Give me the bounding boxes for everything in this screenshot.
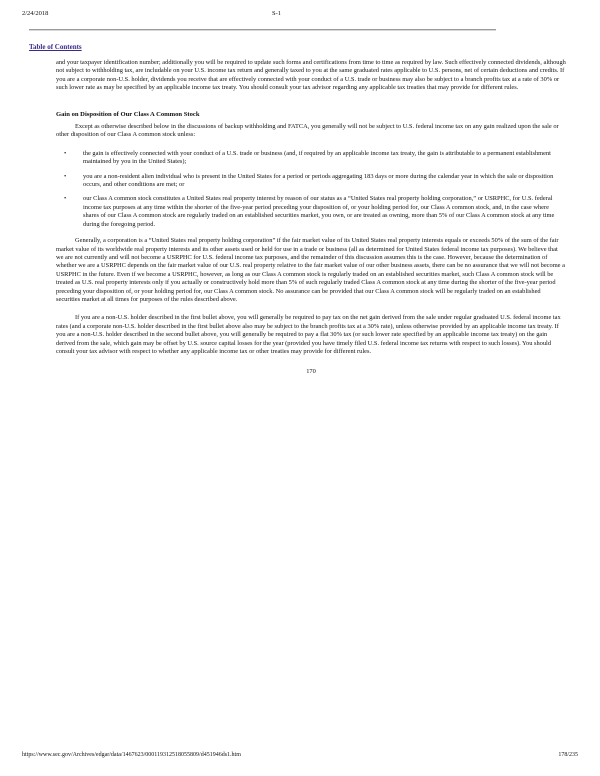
document-title: S-1	[272, 10, 282, 17]
paragraph-tax-on-gain: If you are a non-U.S. holder described in the first bullet above, you will generally be required to pay tax on the net gain derived from the sale under regular graduated U.S. federal income tax rates (and a corporate non-U.S. holder described in the first bullet above also may be subject to the branch profits tax at a 30% rate), unless otherwise provided by an applicable income tax treaty. If you are a non-U.S. holder described in the second bullet above, you will generally be required to pay a flat 30% tax (or such lower rate specified by an applicable income tax treaty) on the gain derived from the sale, which gain may be offset by U.S. source capital losses for the year (provided you have timely filed U.S. federal income tax returns with respect to such losses). You should consult your tax advisor with respect to whether any applicable income tax or other treaties may provide for different rules.	[56, 314, 561, 355]
list-item-text: our Class A common stock constitutes a United States real property interest by reason of our status as a “United States real property holding corporation,” or USRPHC, for U.S. federal income tax purposes at any time within the shorter of the five-year period preceding your disposition of, or your holding period for, our Class A common stock, and, in the case where shares of our Class A common stock are regularly traded on an established securities market, you own, or are treated as owning, more than 5% of our Class A common stock at any time during the foregoing period.	[83, 195, 555, 228]
paragraph-gain-intro: Except as otherwise described below in the discussions of backup withholding and FATCA, you generally will not be subject to U.S. federal income tax on any gain realized upon the sale or other disposition of our Class A common stock unless:	[56, 123, 559, 139]
section-heading: Gain on Disposition of Our Class A Common Stock	[56, 110, 200, 118]
list-item	[56, 173, 566, 190]
list-item-text: you are a non-resident alien individual who is present in the United States for a period or periods aggregating 183 days or more during the calendar year in which the sale or disposition occurs, and other conditions are met; or	[83, 172, 554, 189]
paragraph-usrphc: Generally, a corporation is a “United States real property holding corporation” if the fair market value of its United States real property interests equals or exceeds 50% of the sum of the fair market value of its worldwide real property interests and its other assets used or held for use in a trade or business (all as determined for United States federal income tax purposes). We believe that we are not currently and will not become a USRPHC for U.S. federal income tax purposes, and the remainder of this discussion assumes this is the case. However, because the determination of whether we are a USRPHC depends on the fair market value of our U.S. real property relative to the fair market value of our other business assets, there can be no assurance that we will not become a USRPHC in the future. Even if we become a USRPHC, however, as long as our Class A common stock is regularly traded on an established securities market, such Class A common stock will be treated as U.S. real property interests only if you actually or constructively hold more than 5% of such regularly traded Class A common stock at any time during the shorter of the five-year period preceding your disposition of, or your holding period for, our Class A common stock. No assurance can be provided that our Class A common stock will be regularly traded on an established securities market at all times for purposes of the rules described above.	[56, 237, 565, 303]
bullet-icon: •	[64, 172, 67, 180]
document-body	[56, 59, 566, 377]
print-page-count: 178/235	[558, 752, 578, 758]
bullet-icon: •	[64, 195, 67, 203]
list-item	[56, 150, 566, 167]
list-item-text: the gain is effectively connected with your conduct of a U.S. trade or business (and, if required by an applicable income tax treaty, the gain is attributable to a permanent establishment maintained by you in the United States);	[83, 149, 551, 166]
page-number: 170	[306, 368, 316, 376]
header-divider	[29, 29, 496, 30]
list-item	[56, 195, 566, 229]
source-url: https://www.sec.gov/Archives/edgar/data/1467623/000119312518055809/d451946ds1.htm	[22, 752, 241, 758]
bullet-icon: •	[64, 149, 67, 157]
conditions-list	[56, 150, 566, 229]
table-of-contents-link[interactable]: Table of Contents	[29, 43, 82, 51]
paragraph-dividends-continued: and your taxpayer identification number; additionally you will be required to update such forms and certifications from time to time as required by law. Such effectively connected dividends, although not subject to withholding tax, are includable on your U.S. income tax return and generally taxed to you at the same graduated rates applicable to U.S. persons, net of certain deductions and credits. If you are a corporate non-U.S. holder, dividends you receive that are effectively connected with your conduct of a U.S. trade or business may also be subject to a branch profits tax at a rate of 30% or such lower rate as may be specified by an applicable income tax treaty. You should consult your tax advisor regarding any applicable tax treaties that may provide for different rules.	[56, 59, 566, 92]
print-date: 2/24/2018	[22, 10, 49, 17]
